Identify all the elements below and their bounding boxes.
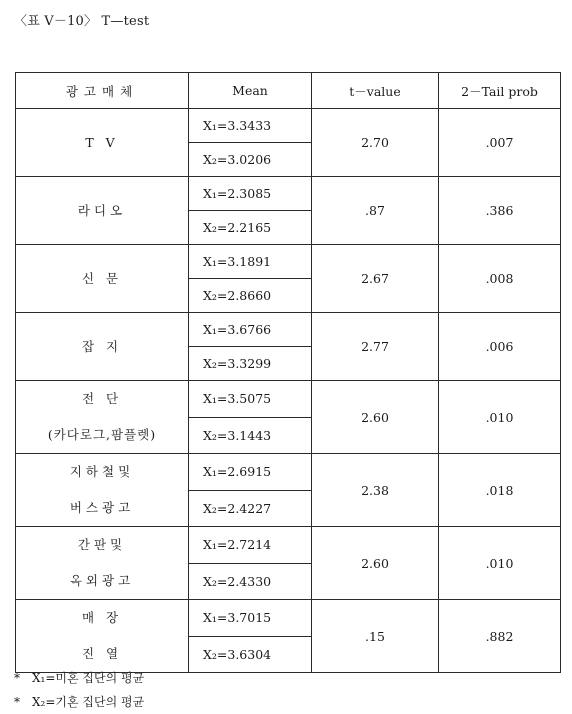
mean-x1-cell: X₁=3.7015 — [189, 600, 312, 637]
prob-cell: .007 — [439, 109, 561, 177]
media-cell — [16, 454, 189, 527]
mean-x1-cell: X₁=3.5075 — [189, 381, 312, 418]
table-row — [16, 454, 561, 491]
t-value-cell: 2.60 — [312, 527, 439, 600]
media-cell — [16, 600, 189, 673]
header-2-tail-prob: 2－Tail prob — [439, 73, 561, 109]
t-value-cell: 2.67 — [312, 245, 439, 313]
media-label: 잡 지 — [81, 338, 123, 354]
prob-cell: .010 — [439, 381, 561, 454]
media-label-line2: 진 열 — [81, 646, 123, 661]
t-value-cell: 2.70 — [312, 109, 439, 177]
table-row — [16, 313, 561, 347]
media-label: 매 장 — [81, 610, 123, 625]
mean-x2-cell: X₂=2.4227 — [189, 490, 312, 527]
media-cell — [16, 245, 189, 313]
mean-x1-cell: X₁=3.6766 — [189, 313, 312, 347]
prob-cell: .386 — [439, 177, 561, 245]
footnote-x1 — [14, 666, 144, 690]
t-value-cell: .15 — [312, 600, 439, 673]
footnotes — [14, 666, 144, 714]
table-row — [16, 381, 561, 418]
table-header-row — [16, 73, 561, 109]
table-row — [16, 600, 561, 637]
mean-x2-cell: X₂=2.4330 — [189, 563, 312, 600]
mean-x1-cell: X₁=3.1891 — [189, 245, 312, 279]
table-row — [16, 245, 561, 279]
media-cell — [16, 177, 189, 245]
footnote-star: * — [14, 695, 20, 709]
footnote-star: * — [14, 671, 20, 685]
header-mean: Mean — [189, 73, 312, 109]
media-cell — [16, 313, 189, 381]
prob-cell: .006 — [439, 313, 561, 381]
media-label: T V — [85, 134, 119, 150]
prob-cell: .008 — [439, 245, 561, 313]
mean-x2-cell: X₂=3.1443 — [189, 417, 312, 454]
media-label-line2: 버스광고 — [69, 500, 135, 515]
t-value-cell: 2.60 — [312, 381, 439, 454]
t-value-cell: 2.77 — [312, 313, 439, 381]
media-cell — [16, 109, 189, 177]
table-row — [16, 527, 561, 564]
table-row — [16, 109, 561, 143]
table-body — [16, 109, 561, 673]
media-label: 지하철및 — [69, 464, 135, 479]
t-value-cell: .87 — [312, 177, 439, 245]
t-value-cell: 2.38 — [312, 454, 439, 527]
mean-x2-cell: X₂=3.0206 — [189, 143, 312, 177]
table-caption: 〈표 V－10〉 T—test — [14, 14, 150, 29]
mean-x1-cell: X₁=2.7214 — [189, 527, 312, 564]
prob-cell: .018 — [439, 454, 561, 527]
mean-x2-cell: X₂=3.6304 — [189, 636, 312, 673]
media-label: 전 단 — [81, 391, 123, 406]
mean-x1-cell: X₁=2.3085 — [189, 177, 312, 211]
mean-x2-cell: X₂=2.2165 — [189, 211, 312, 245]
footnote-text: X₁=미혼 집단의 평균 — [32, 671, 145, 685]
footnote-text: X₂=기혼 집단의 평균 — [32, 695, 145, 709]
t-test-table — [15, 72, 561, 673]
media-label-line2: (카다로그,팜플렛) — [47, 427, 157, 442]
header-media: 광고매체 — [16, 73, 189, 109]
footnote-x2 — [14, 690, 144, 714]
mean-x2-cell: X₂=2.8660 — [189, 279, 312, 313]
header-t-value: t－value — [312, 73, 439, 109]
media-cell — [16, 527, 189, 600]
prob-cell: .882 — [439, 600, 561, 673]
prob-cell: .010 — [439, 527, 561, 600]
media-cell — [16, 381, 189, 454]
media-label-line2: 옥외광고 — [69, 573, 135, 588]
media-label: 간판및 — [77, 537, 127, 552]
media-label: 신 문 — [81, 270, 123, 286]
table-row — [16, 177, 561, 211]
mean-x1-cell: X₁=2.6915 — [189, 454, 312, 491]
mean-x2-cell: X₂=3.3299 — [189, 347, 312, 381]
mean-x1-cell: X₁=3.3433 — [189, 109, 312, 143]
media-label: 라디오 — [77, 202, 127, 218]
